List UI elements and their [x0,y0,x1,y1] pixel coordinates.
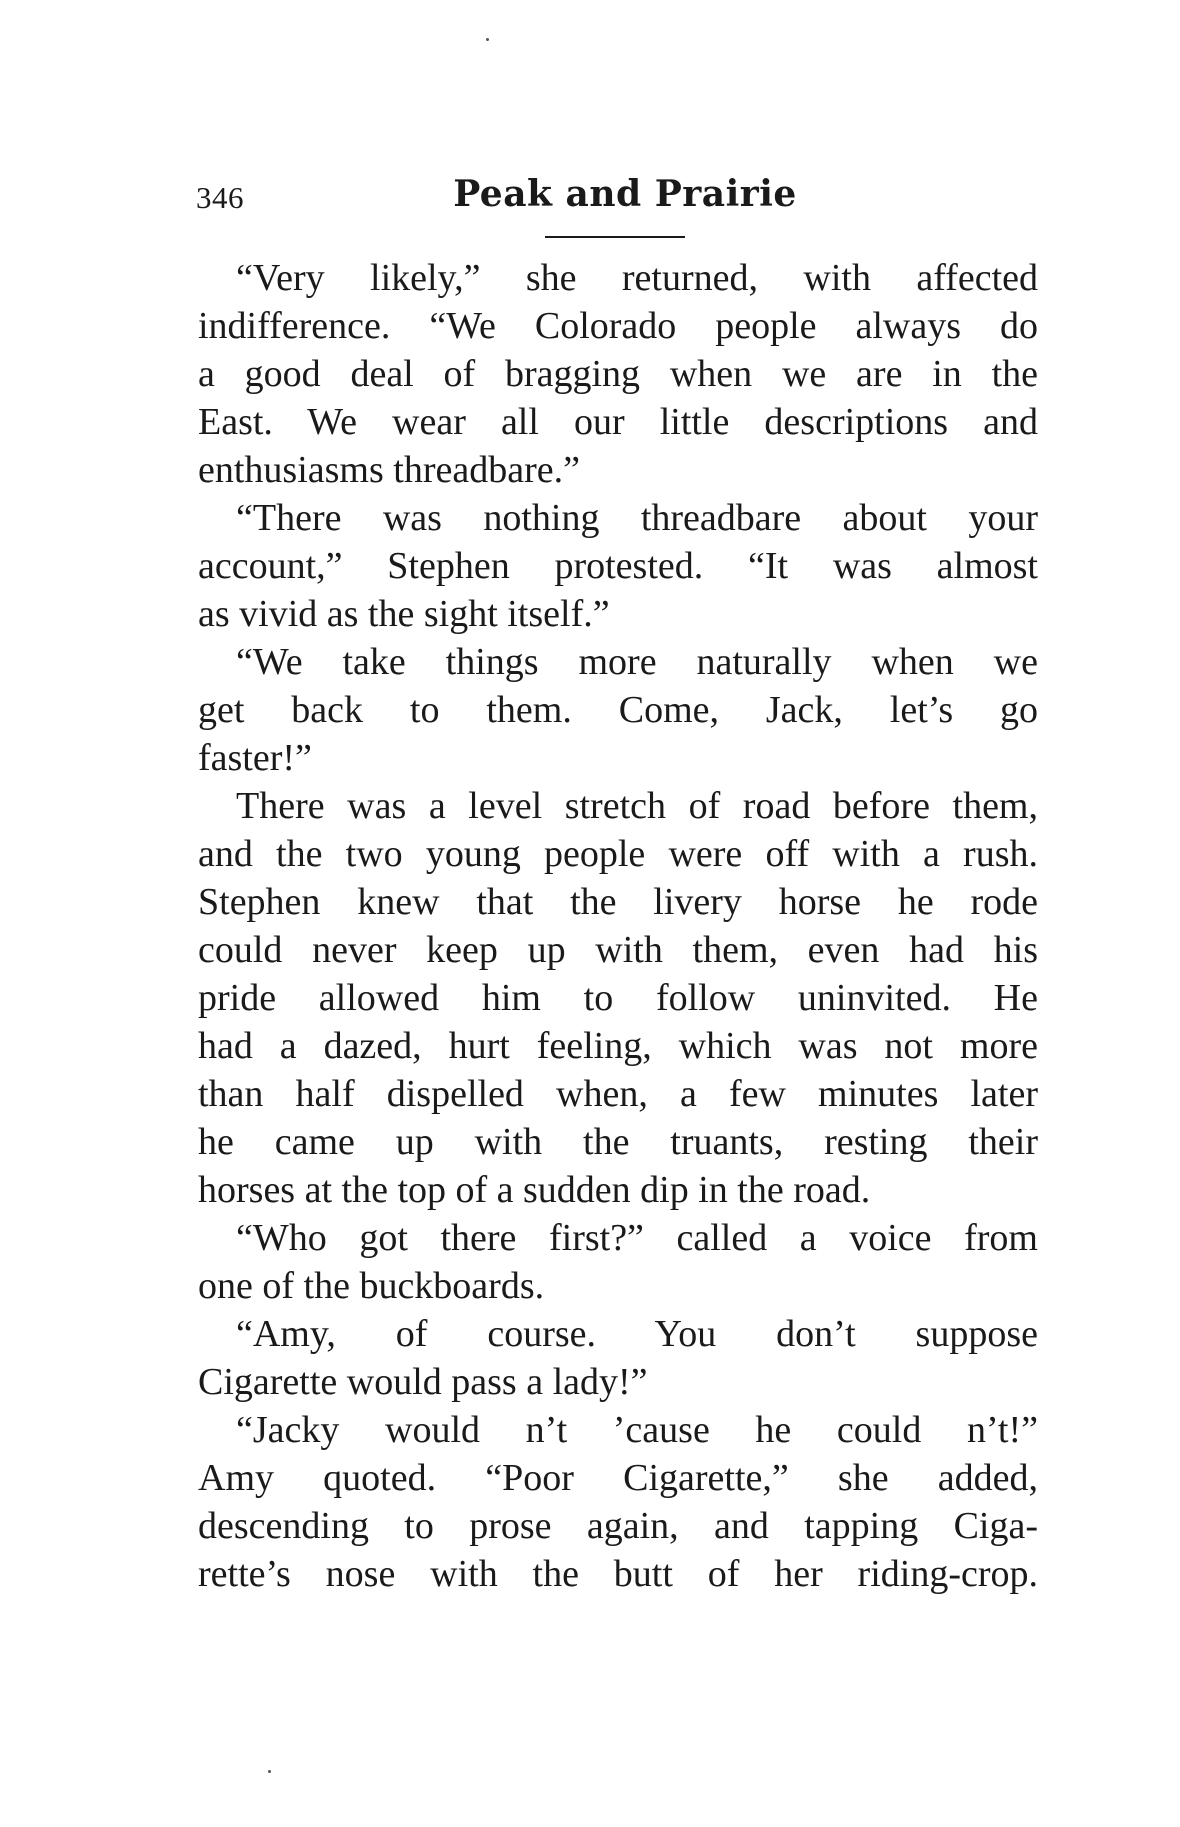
text-line: account,” Stephen protested. “It was almost [198,545,1038,587]
text-line: Cigarette would pass a lady!” [198,1361,648,1403]
text-line: had a dazed, hurt feeling, which was not more [198,1025,1038,1067]
text-line: There was a level stretch of road before them, [236,785,1038,827]
page-number: 346 [196,180,244,215]
text-line: a good deal of bragging when we are in the [198,353,1038,395]
text-line: indifference. “We Colorado people always do [198,305,1038,347]
text-line: horses at the top of a sudden dip in the road. [198,1169,871,1211]
paper-speck [268,1770,271,1773]
text-line: Amy quoted. “Poor Cigarette,” she added, [198,1457,1038,1499]
text-line: Stephen knew that the livery horse he rode [198,881,1038,923]
paper-speck [486,38,489,41]
text-line: pride allowed him to follow uninvited. He [198,977,1038,1019]
text-line: “Amy, of course. You don’t suppose [236,1313,1038,1355]
text-line: “Very likely,” she returned, with affected [236,257,1038,299]
text-line: as vivid as the sight itself.” [198,593,610,635]
body-text [198,254,1038,1598]
text-line: “Who got there first?” called a voice from [236,1217,1038,1259]
text-line: he came up with the truants, resting their [198,1121,1038,1163]
text-line: could never keep up with them, even had his [198,929,1038,971]
text-line: descending to prose again, and tapping Ciga- [198,1505,1038,1547]
text-line: “There was nothing threadbare about your [236,497,1038,539]
text-line: and the two young people were off with a rush. [198,833,1038,875]
text-line: enthusiasms threadbare.” [198,449,580,491]
text-line: East. We wear all our little descriptions and [198,401,1038,443]
running-title: Peak and Prairie [453,173,797,215]
text-line: “We take things more naturally when we [236,641,1038,683]
header-rule [545,236,685,238]
text-line: “Jacky would n’t ’cause he could n’t!” [236,1409,1038,1451]
text-line: get back to them. Come, Jack, let’s go [198,689,1038,731]
text-line: one of the buckboards. [198,1265,545,1307]
text-line: faster!” [198,737,312,779]
text-line: than half dispelled when, a few minutes later [198,1073,1038,1115]
text-line: rette’s nose with the butt of her riding-crop. [198,1553,1038,1595]
